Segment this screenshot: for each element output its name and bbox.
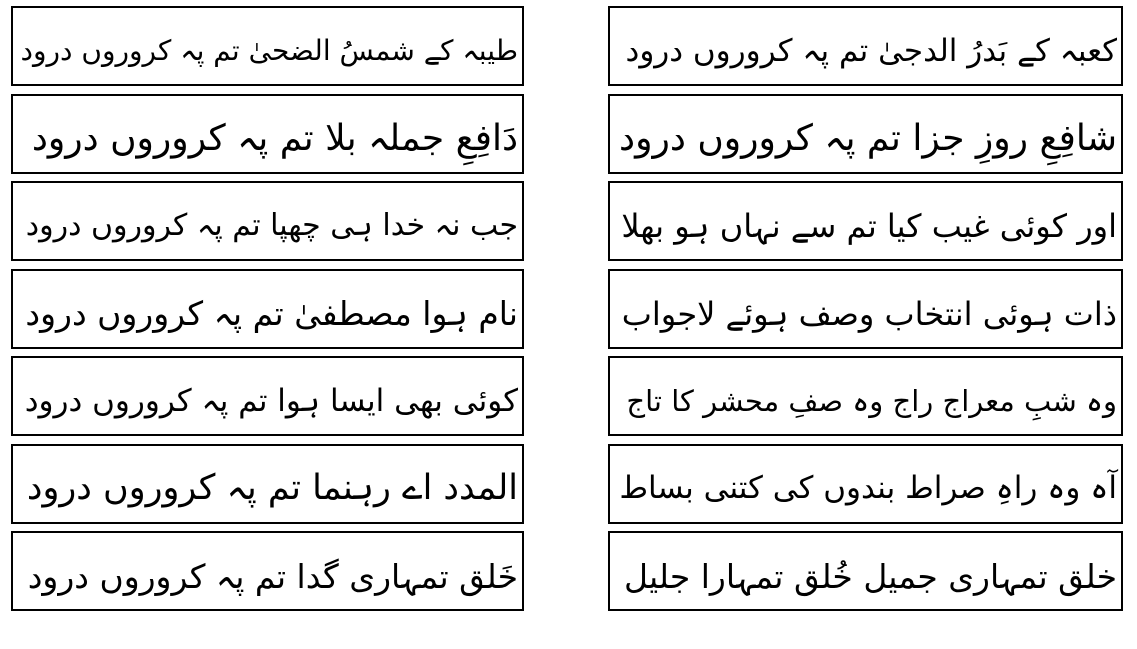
verse-box-right-7	[608, 531, 1123, 611]
verse-box-left-5	[11, 356, 524, 436]
verse-text: کعبہ کے بَدرُ الدجیٰ تم پہ کروروں درود	[625, 32, 1117, 69]
verse-text: نام ہوا مصطفیٰ تم پہ کروروں درود	[25, 294, 518, 333]
verse-text: خلق تمہاری جمیل خُلق تمہارا جلیل	[623, 556, 1117, 596]
verse-box-right-4	[608, 269, 1123, 349]
left-verse-column	[11, 6, 524, 619]
verse-text: جب نہ خدا ہی چھپا تم پہ کروروں درود	[25, 208, 518, 243]
verse-box-left-4	[11, 269, 524, 349]
verse-text: المدد اے رہنما تم پہ کروروں درود	[26, 468, 518, 508]
verse-text: وہ شبِ معراج راج وہ صفِ محشر کا تاج	[626, 383, 1117, 418]
verse-box-right-2	[608, 94, 1123, 174]
verse-box-right-3	[608, 181, 1123, 261]
verse-text: کوئی بھی ایسا ہوا تم پہ کروروں درود	[24, 382, 518, 419]
verse-text: شافِعِ روزِ جزا تم پہ کروروں درود	[619, 117, 1117, 159]
verse-text: اور کوئی غیب کیا تم سے نہاں ہو بھلا	[621, 207, 1117, 245]
verse-box-right-1	[608, 6, 1123, 86]
verse-box-right-6	[608, 444, 1123, 524]
right-verse-column	[608, 6, 1123, 619]
verse-text: ذات ہوئی انتخاب وصف ہوئے لاجواب	[621, 294, 1117, 333]
verse-box-right-5	[608, 356, 1123, 436]
verse-text: خَلق تمہاری گدا تم پہ کروروں درود	[27, 556, 518, 596]
verse-box-left-7	[11, 531, 524, 611]
verse-box-left-2	[11, 94, 524, 174]
verse-text: طیبہ کے شمسُ الضحیٰ تم پہ کروروں درود	[20, 34, 518, 67]
verse-text: دَافِعِ جملہ بلا تم پہ کروروں درود	[31, 117, 518, 159]
verse-box-left-6	[11, 444, 524, 524]
verse-text: آہ وہ راہِ صراط بندوں کی کتنی بساط	[619, 470, 1117, 506]
verse-box-left-1	[11, 6, 524, 86]
verse-box-left-3	[11, 181, 524, 261]
